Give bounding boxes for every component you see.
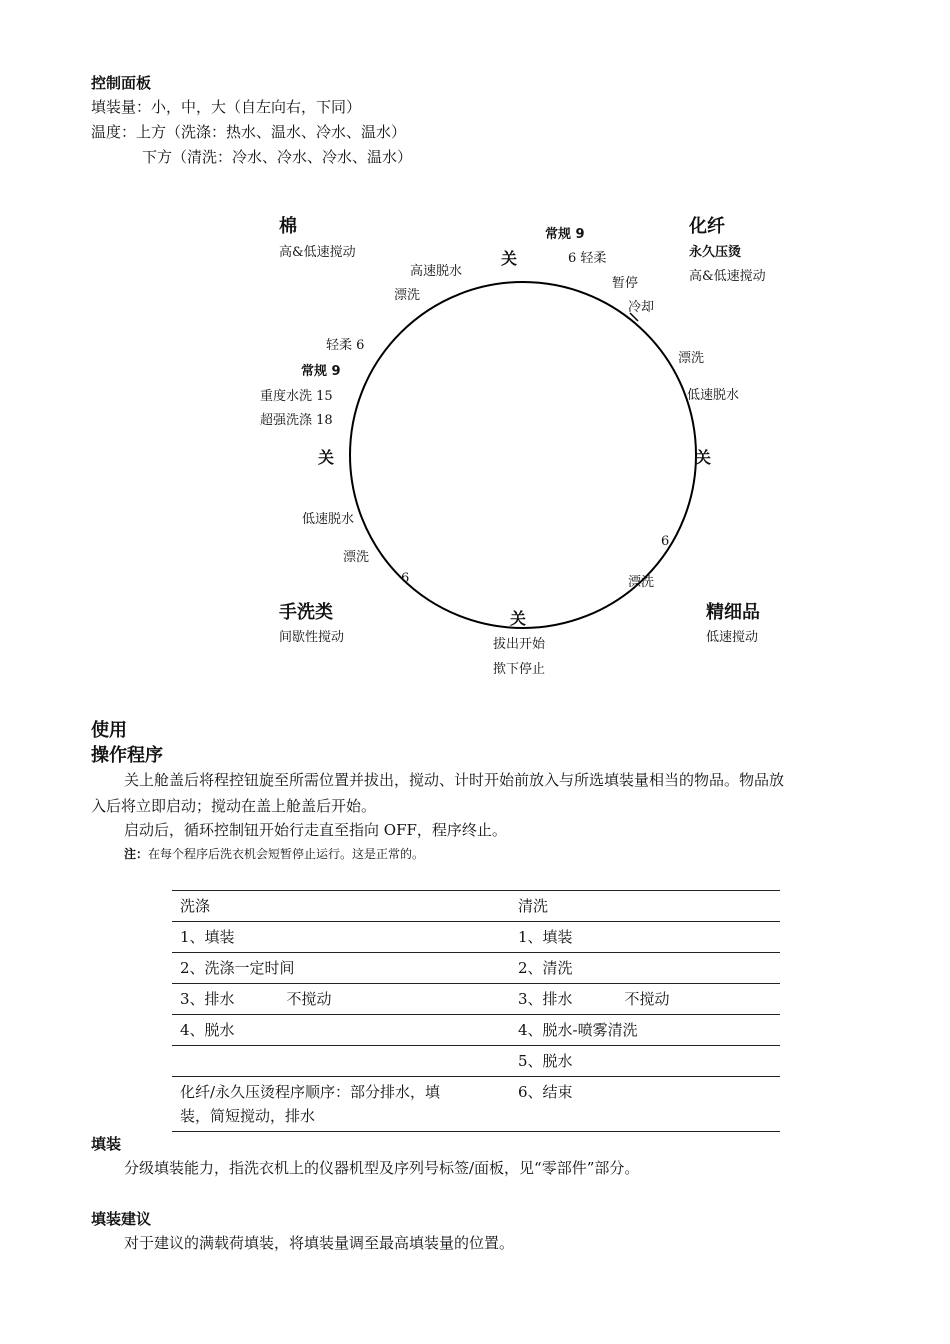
table-cell: 4、脱水-喷雾清洗 [510, 1015, 780, 1046]
table-cell-text: 3、排水 [180, 990, 235, 1008]
synthetic-subtitle-press: 永久压烫 [689, 245, 742, 260]
top-left-high-spin: 高速脱水 [410, 264, 463, 279]
delicates-title: 精细品 [706, 602, 760, 623]
table-header-rinse: 清洗 [510, 891, 780, 922]
off-label-bottom: 关 [510, 609, 527, 628]
table-row [172, 953, 780, 984]
table-row [172, 922, 780, 953]
right-rinse: 漂洗 [678, 351, 705, 366]
fill-heading: 填装 [91, 1135, 122, 1153]
table-cell [172, 1046, 510, 1077]
bottom-right-six: 6 [661, 534, 670, 549]
synthetic-subtitle-agitate: 高&低速搅动 [689, 269, 766, 284]
table-cell-line2: 装，简短搅动，排水 [180, 1107, 316, 1125]
fill-text: 分级填装能力，指洗衣机上的仪器机型及序列号标签/面板，见“零部件”部分。 [124, 1159, 640, 1177]
synthetic-title: 化纤 [689, 216, 725, 237]
procedure-heading: 操作程序 [91, 745, 163, 766]
fill-advice-heading: 填装建议 [91, 1210, 152, 1228]
cotton-title: 棉 [279, 216, 297, 237]
table-cell: 1、填装 [172, 922, 510, 953]
table-cell: 2、洗涤一定时间 [172, 953, 510, 984]
program-table [172, 890, 780, 1132]
table-cell-text: 3、排水 [518, 990, 573, 1008]
table-cell [172, 1077, 510, 1132]
temp-line-upper: 温度：上方（洗涤：热水、温水、冷水、温水） [91, 123, 407, 141]
left-gentle-6: 轻柔 6 [326, 338, 365, 353]
table-cell-line1: 化纤/永久压烫程序顺序：部分排水，填 [180, 1083, 441, 1101]
table-row [172, 1015, 780, 1046]
table-cell [510, 984, 780, 1015]
table-header-wash: 洗涤 [172, 891, 510, 922]
left-heavy-15: 重度水洗 15 [260, 389, 333, 404]
procedure-para2: 启动后，循环控制钮开始行走直至指向 OFF，程序终止。 [124, 821, 507, 839]
table-cell: 2、清洗 [510, 953, 780, 984]
top-cooldown: 冷却 [628, 300, 655, 315]
usage-heading: 使用 [91, 720, 127, 741]
no-agitate-note: 不搅动 [286, 990, 332, 1008]
table-row [172, 984, 780, 1015]
table-cell: 6、结束 [510, 1077, 780, 1132]
bottom-push-stop: 揿下停止 [493, 662, 546, 677]
cotton-subtitle: 高&低速搅动 [279, 245, 356, 260]
load-line: 填装量：小，中，大（自左向右，下同） [91, 98, 362, 116]
bottom-left-low-spin: 低速脱水 [302, 512, 355, 527]
off-label-left: 关 [318, 448, 335, 467]
note [124, 845, 424, 862]
table-cell: 5、脱水 [510, 1046, 780, 1077]
table-cell [172, 984, 510, 1015]
procedure-para1-line1: 关上舱盖后将程控钮旋至所需位置并拔出，搅动、计时开始前放入与所选填装量相当的物品。物品放 [124, 771, 785, 789]
top-gentle-6: 6 轻柔 [568, 251, 607, 266]
fill-advice-text: 对于建议的满载荷填装，将填装量调至最高填装量的位置。 [124, 1234, 515, 1252]
right-low-spin: 低速脱水 [687, 388, 740, 403]
handwash-title: 手洗类 [279, 602, 333, 623]
off-label-right: 关 [695, 448, 712, 467]
delicates-subtitle: 低速搅动 [706, 630, 759, 645]
table-row [172, 1077, 780, 1132]
left-regular-9: 常规 9 [301, 364, 341, 379]
table-header-row [172, 891, 780, 922]
handwash-subtitle: 间歇性搅动 [279, 630, 345, 645]
table-cell: 4、脱水 [172, 1015, 510, 1046]
note-text: 在每个程序后洗衣机会短暂停止运行。这是正常的。 [148, 847, 425, 861]
top-pause: 暂停 [612, 276, 639, 291]
panel-heading: 控制面板 [91, 74, 152, 92]
off-label-top: 关 [501, 249, 518, 268]
bottom-left-six: 6 [401, 571, 410, 586]
note-label: 注： [124, 847, 149, 861]
procedure-para1-line2: 入后将立即启动；搅动在盖上舱盖后开始。 [91, 797, 377, 815]
bottom-right-rinse: 漂洗 [628, 575, 655, 590]
table-cell: 1、填装 [510, 922, 780, 953]
bottom-left-rinse: 漂洗 [343, 550, 370, 565]
table-row [172, 1046, 780, 1077]
temp-line-lower: 下方（清洗：冷水、冷水、冷水、温水） [142, 148, 413, 166]
left-super-18: 超强洗涤 18 [260, 413, 333, 428]
no-agitate-note: 不搅动 [624, 990, 670, 1008]
bottom-pull-start: 拔出开始 [493, 637, 546, 652]
top-left-rinse: 漂洗 [394, 288, 421, 303]
top-regular-9: 常规 9 [545, 227, 585, 242]
